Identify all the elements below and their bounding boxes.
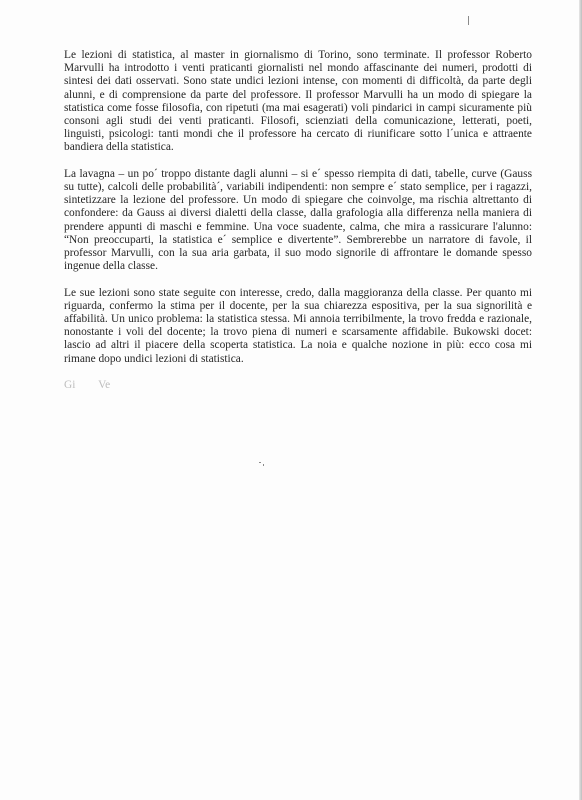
article-body (64, 49, 532, 392)
author-signature: Gi Ve (64, 379, 111, 392)
paragraph-intro: Le lezioni di statistica, al master in giornalismo di Torino, sono terminate. Il professor Roberto Marvulli ha introdotto i venti praticanti giornalisti nel mondo affascinante dei numeri, prodotti di sintesi dei dati osservati. Sono state undici lezioni intense, con momenti di difficoltà, da parte degli alunni, e di comprensione da parte del professore. Il professor Marvulli ha un modo di spiegare la statistica come fosse filosofia, con ripetuti (ma mai esagerati) voli pindarici in campi sicuramente più consoni agli studi dei venti praticanti. Filosofi, scienziati della comunicazione, letterati, poeti, linguisti, psicologi: tanti mondi che il professore ha cercato di riunificare sotto l´unica e attraente bandiera della statistica. (64, 49, 532, 154)
scan-speck (263, 464, 264, 466)
paragraph-blackboard: La lavagna – un po´ troppo distante dagli alunni – si e´ spesso riempita di dati, tabelle, curve (Gauss su tutte), calcoli delle probabilità´, variabili indipendenti: non sempre e´ stato semplice, per i ragazzi, sintetizzare la lezione del professore. Un modo di spiegare che coinvolge, ma rischia altrettanto di confondere: da Gauss ai diversi dialetti della classe, dalla grafologia alla differenza nella maniera di prendere appunti di maschi e femmine. Una voce suadente, calma, che mira a rassicurare l'alunno: “Non preoccuparti, la statistica e´ semplice e divertente”. Sembrerebbe un narratore di favole, il professor Marvulli, con la sua aria garbata, il suo modo signorile di affrontare le domande spesso ingenue della classe. (64, 167, 532, 273)
paragraph-conclusion: Le sue lezioni sono state seguite con interesse, credo, dalla maggioranza della classe. Per quanto mi riguarda, confermo la stima per il docente, per la sua chiarezza espositiva, per la sua signorilità e affabilità. Un unico problema: la statistica stessa. Mi annoia terribilmente, la trovo fredda e razionale, nonostante i voli del docente; la trovo piena di numeri e scarsamente affidabile. Bukowski docet: lascio ad altri il piacere della scoperta statistica. La noia e qualche nozione in più: ecco cosa mi rimane dopo undici lezioni di statistica. (64, 286, 532, 365)
scan-speck (259, 462, 261, 463)
scan-speck (468, 16, 469, 25)
